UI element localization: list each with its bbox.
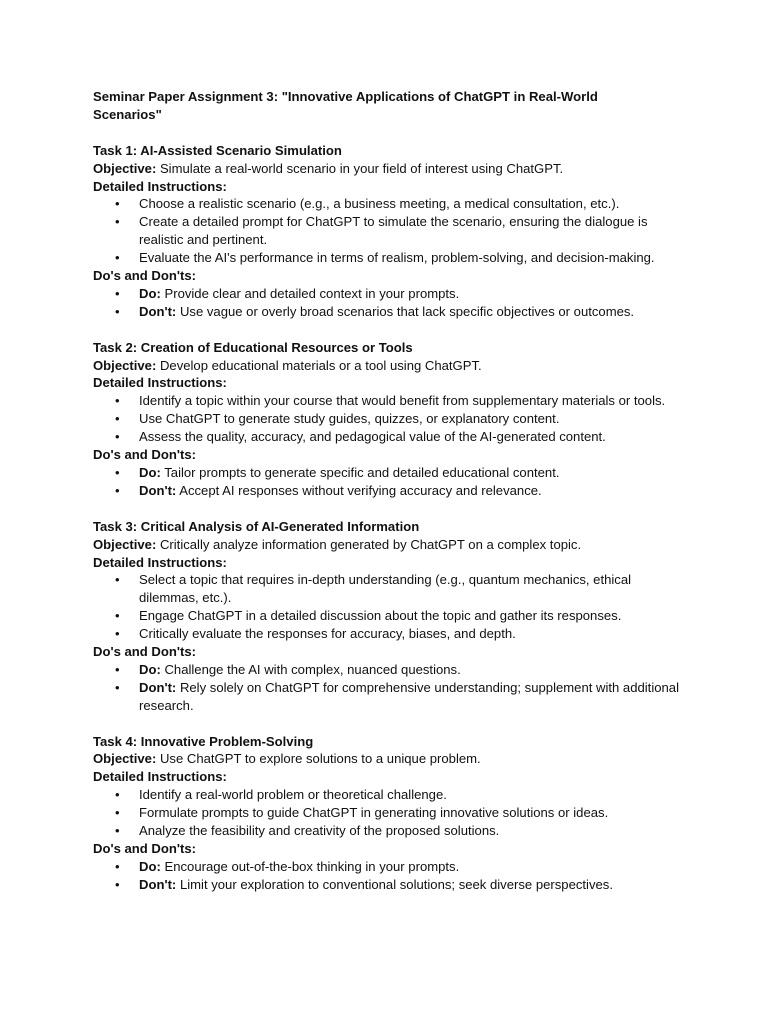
task-heading: Task 3: Critical Analysis of AI-Generated Information <box>93 518 420 534</box>
task-heading: Task 1: AI-Assisted Scenario Simulation <box>93 142 342 158</box>
instructions-label: Detailed Instructions: <box>93 769 227 785</box>
objective-label: Objective: <box>93 751 157 767</box>
dos-donts-label: Do's and Don'ts: <box>93 447 196 463</box>
dont-label: Don't: <box>139 876 177 892</box>
dont-item <box>93 303 688 321</box>
instructions-list <box>93 195 688 267</box>
dont-text: Accept AI responses without verifying accuracy and relevance. <box>179 482 542 498</box>
do-label: Do: <box>139 661 161 677</box>
do-text: Challenge the AI with complex, nuanced questions. <box>164 661 461 677</box>
dos-donts-list <box>93 464 688 500</box>
task-3 <box>93 518 688 715</box>
list-item: • Critically evaluate the responses for accuracy, biases, and depth. <box>93 625 688 643</box>
objective-label: Objective: <box>93 536 157 552</box>
objective-line <box>93 750 688 768</box>
instructions-list <box>93 392 688 446</box>
dont-label: Don't: <box>139 482 177 498</box>
objective-text: Use ChatGPT to explore solutions to a unique problem. <box>159 751 481 767</box>
dos-donts-label: Do's and Don'ts: <box>93 841 196 856</box>
do-label: Do: <box>139 285 161 301</box>
list-item: • Use ChatGPT to generate study guides, quizzes, or explanatory content. <box>93 410 688 428</box>
dont-text: Limit your exploration to conventional solutions; seek diverse perspectives. <box>179 876 613 892</box>
dos-donts-list <box>93 285 688 321</box>
dos-donts-list <box>93 661 688 715</box>
list-item: • Identify a topic within your course that would benefit from supplementary materials or tools. <box>93 392 688 410</box>
objective-text: Simulate a real-world scenario in your field of interest using ChatGPT. <box>159 160 564 176</box>
task-1 <box>93 142 688 321</box>
list-item: • Identify a real-world problem or theoretical challenge. <box>93 786 688 804</box>
list-item: • Choose a realistic scenario (e.g., a business meeting, a medical consultation, etc.). <box>93 195 688 213</box>
dont-label: Don't: <box>139 679 177 695</box>
objective-label: Objective: <box>93 357 157 373</box>
do-item <box>93 858 688 876</box>
list-item: • Formulate prompts to guide ChatGPT in generating innovative solutions or ideas. <box>93 804 688 822</box>
dont-text: Use vague or overly broad scenarios that lack specific objectives or outcomes. <box>179 303 635 319</box>
dos-donts-label: Do's and Don'ts: <box>93 268 196 284</box>
dont-text: Rely solely on ChatGPT for comprehensive understanding; supplement with additional research. <box>139 679 679 713</box>
task-heading: Task 2: Creation of Educational Resources or Tools <box>93 339 413 355</box>
objective-line <box>93 536 688 554</box>
list-item: • Engage ChatGPT in a detailed discussion about the topic and gather its responses. <box>93 607 688 625</box>
list-item: • Create a detailed prompt for ChatGPT to simulate the scenario, ensuring the dialogue is realistic and pertinent. <box>93 213 688 249</box>
do-text: Tailor prompts to generate specific and detailed educational content. <box>164 465 560 480</box>
do-label: Do: <box>139 858 161 874</box>
instructions-list <box>93 571 688 643</box>
instructions-label: Detailed Instructions: <box>93 375 227 391</box>
list-item: • Analyze the feasibility and creativity of the proposed solutions. <box>93 822 688 840</box>
objective-line <box>93 160 688 178</box>
objective-text: Develop educational materials or a tool using ChatGPT. <box>159 357 482 373</box>
task-heading: Task 4: Innovative Problem-Solving <box>93 733 314 749</box>
task-2 <box>93 339 688 500</box>
task-4 <box>93 733 688 894</box>
instructions-label: Detailed Instructions: <box>93 554 227 570</box>
instructions-list <box>93 786 688 840</box>
list-item: • Evaluate the AI's performance in terms of realism, problem-solving, and decision-making. <box>93 249 688 267</box>
do-label: Do: <box>139 465 161 480</box>
dos-donts-label: Do's and Don'ts: <box>93 644 196 660</box>
objective-label: Objective: <box>93 160 157 176</box>
list-item: • Assess the quality, accuracy, and pedagogical value of the AI-generated content. <box>93 428 688 446</box>
do-item <box>93 464 688 482</box>
dont-label: Don't: <box>139 303 177 319</box>
dont-item <box>93 679 688 715</box>
do-text: Provide clear and detailed context in your prompts. <box>164 285 460 301</box>
dont-item <box>93 876 688 894</box>
instructions-label: Detailed Instructions: <box>93 178 227 194</box>
do-item <box>93 661 688 679</box>
dont-item <box>93 482 688 500</box>
objective-line <box>93 357 688 375</box>
document-title: Seminar Paper Assignment 3: "Innovative Applications of ChatGPT in Real-World Scenarios" <box>93 89 598 122</box>
do-item <box>93 285 688 303</box>
dos-donts-list <box>93 858 688 894</box>
objective-text: Critically analyze information generated by ChatGPT on a complex topic. <box>159 536 582 552</box>
list-item: • Select a topic that requires in-depth understanding (e.g., quantum mechanics, ethical dilemmas, etc.). <box>93 571 688 607</box>
do-text: Encourage out-of-the-box thinking in your prompts. <box>164 858 460 874</box>
